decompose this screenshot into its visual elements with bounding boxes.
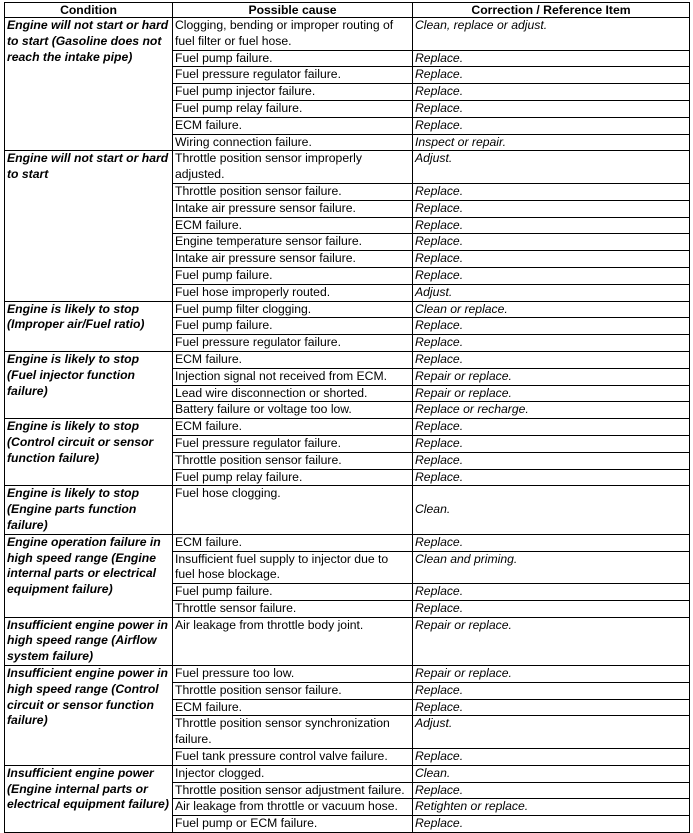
possible-cause-header: Possible cause (173, 3, 413, 18)
possible-cause-cell: Air leakage from throttle body joint. (173, 617, 413, 665)
condition-cell: Insufficient engine power in high speed range (Control circuit or sensor function failure) (5, 666, 173, 766)
table-header (5, 3, 690, 18)
possible-cause-cell: Air leakage from throttle or vacuum hose. (173, 799, 413, 816)
possible-cause-cell: Throttle position sensor synchronization failure. (173, 716, 413, 749)
correction-cell: Adjust. (413, 716, 690, 749)
condition-cell: Engine will not start or hard to start (Gasoline does not reach the intake pipe) (5, 18, 173, 151)
correction-cell: Replace. (413, 335, 690, 352)
possible-cause-cell: Fuel pump relay failure. (173, 469, 413, 486)
condition-cell: Engine is likely to stop (Control circuit or sensor function failure) (5, 419, 173, 486)
table-row (5, 534, 690, 551)
correction-cell: Replace. (413, 816, 690, 833)
correction-cell: Replace. (413, 267, 690, 284)
possible-cause-cell: ECM failure. (173, 217, 413, 234)
correction-cell: Replace. (413, 682, 690, 699)
possible-cause-cell: Fuel pump failure. (173, 584, 413, 601)
possible-cause-cell: Injector clogged. (173, 765, 413, 782)
possible-cause-cell: Injection signal not received from ECM. (173, 368, 413, 385)
table-row (5, 666, 690, 683)
possible-cause-cell: Fuel tank pressure control valve failure. (173, 749, 413, 766)
correction-cell: Clean or replace. (413, 301, 690, 318)
possible-cause-cell: Wiring connection failure. (173, 134, 413, 151)
correction-cell: Replace. (413, 251, 690, 268)
correction-cell: Adjust. (413, 151, 690, 184)
correction-header: Correction / Reference Item (413, 3, 690, 18)
table-row (5, 617, 690, 665)
condition-cell: Engine operation failure in high speed range (Engine internal parts or electrical equipment failure) (5, 534, 173, 617)
table-row (5, 486, 690, 534)
troubleshooting-table (4, 2, 690, 833)
table-row (5, 351, 690, 368)
correction-cell: Clean. (413, 486, 690, 534)
correction-cell: Replace. (413, 217, 690, 234)
possible-cause-cell: ECM failure. (173, 351, 413, 368)
possible-cause-cell: Lead wire disconnection or shorted. (173, 385, 413, 402)
correction-cell: Replace. (413, 584, 690, 601)
correction-cell: Retighten or replace. (413, 799, 690, 816)
correction-cell: Inspect or repair. (413, 134, 690, 151)
possible-cause-cell: Throttle sensor failure. (173, 600, 413, 617)
condition-cell: Insufficient engine power (Engine internal parts or electrical equipment failure) (5, 765, 173, 832)
correction-cell: Replace. (413, 100, 690, 117)
correction-cell: Replace. (413, 534, 690, 551)
table-row (5, 151, 690, 184)
possible-cause-cell: Fuel pressure regulator failure. (173, 335, 413, 352)
condition-cell: Engine is likely to stop (Engine parts function failure) (5, 486, 173, 534)
correction-cell: Replace. (413, 234, 690, 251)
correction-cell: Replace. (413, 749, 690, 766)
correction-cell: Replace. (413, 600, 690, 617)
possible-cause-cell: Intake air pressure sensor failure. (173, 200, 413, 217)
possible-cause-cell: Fuel pump filter clogging. (173, 301, 413, 318)
correction-cell: Adjust. (413, 284, 690, 301)
correction-cell: Replace. (413, 50, 690, 67)
possible-cause-cell: ECM failure. (173, 117, 413, 134)
possible-cause-cell: Fuel pressure too low. (173, 666, 413, 683)
correction-cell: Repair or replace. (413, 385, 690, 402)
condition-cell: Engine will not start or hard to start (5, 151, 173, 301)
table-row (5, 18, 690, 51)
possible-cause-cell: Throttle position sensor improperly adjusted. (173, 151, 413, 184)
correction-cell: Replace. (413, 782, 690, 799)
condition-cell: Insufficient engine power in high speed range (Airflow system failure) (5, 617, 173, 665)
possible-cause-cell: Fuel pump relay failure. (173, 100, 413, 117)
correction-cell: Replace. (413, 469, 690, 486)
correction-cell: Clean. (413, 765, 690, 782)
correction-cell: Replace. (413, 318, 690, 335)
possible-cause-cell: Fuel hose improperly routed. (173, 284, 413, 301)
table-row (5, 765, 690, 782)
possible-cause-cell: Intake air pressure sensor failure. (173, 251, 413, 268)
possible-cause-cell: Fuel pump failure. (173, 318, 413, 335)
possible-cause-cell: Fuel pressure regulator failure. (173, 435, 413, 452)
correction-cell: Replace. (413, 435, 690, 452)
possible-cause-cell: Fuel pump injector failure. (173, 84, 413, 101)
possible-cause-cell: ECM failure. (173, 534, 413, 551)
possible-cause-cell: ECM failure. (173, 699, 413, 716)
table-row (5, 419, 690, 436)
correction-cell: Repair or replace. (413, 617, 690, 665)
table-body (5, 18, 690, 833)
correction-cell: Clean, replace or adjust. (413, 18, 690, 51)
possible-cause-cell: Fuel pump failure. (173, 50, 413, 67)
possible-cause-cell: Fuel pump or ECM failure. (173, 816, 413, 833)
table-row (5, 301, 690, 318)
possible-cause-cell: Throttle position sensor failure. (173, 452, 413, 469)
correction-cell: Replace. (413, 351, 690, 368)
correction-cell: Replace. (413, 419, 690, 436)
condition-cell: Engine is likely to stop (Fuel injector function failure) (5, 351, 173, 418)
header-row (5, 3, 690, 18)
possible-cause-cell: Fuel hose clogging. (173, 486, 413, 534)
correction-cell: Replace. (413, 67, 690, 84)
possible-cause-cell: Throttle position sensor failure. (173, 183, 413, 200)
condition-cell: Engine is likely to stop (Improper air/Fuel ratio) (5, 301, 173, 351)
possible-cause-cell: Engine temperature sensor failure. (173, 234, 413, 251)
correction-cell: Replace. (413, 699, 690, 716)
correction-cell: Replace or recharge. (413, 402, 690, 419)
correction-cell: Replace. (413, 183, 690, 200)
possible-cause-cell: Throttle position sensor adjustment failure. (173, 782, 413, 799)
correction-cell: Replace. (413, 452, 690, 469)
possible-cause-cell: Battery failure or voltage too low. (173, 402, 413, 419)
possible-cause-cell: ECM failure. (173, 419, 413, 436)
correction-cell: Repair or replace. (413, 368, 690, 385)
possible-cause-cell: Fuel pressure regulator failure. (173, 67, 413, 84)
possible-cause-cell: Clogging, bending or improper routing of fuel filter or fuel hose. (173, 18, 413, 51)
correction-cell: Replace. (413, 117, 690, 134)
correction-cell: Replace. (413, 200, 690, 217)
condition-header: Condition (5, 3, 173, 18)
possible-cause-cell: Fuel pump failure. (173, 267, 413, 284)
possible-cause-cell: Throttle position sensor failure. (173, 682, 413, 699)
correction-cell: Replace. (413, 84, 690, 101)
possible-cause-cell: Insufficient fuel supply to injector due to fuel hose blockage. (173, 551, 413, 584)
correction-cell: Clean and priming. (413, 551, 690, 584)
correction-cell: Repair or replace. (413, 666, 690, 683)
